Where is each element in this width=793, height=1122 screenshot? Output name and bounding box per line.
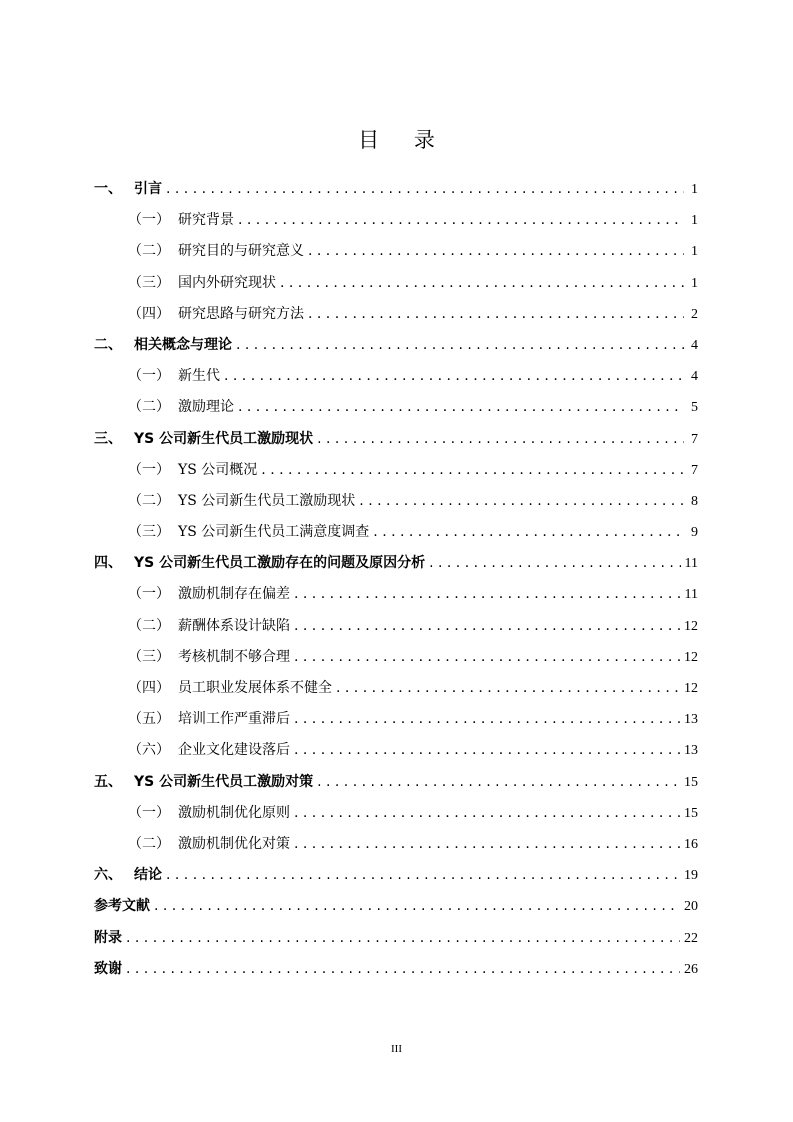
toc-entry[interactable] [94, 178, 698, 209]
toc-entry[interactable] [94, 583, 698, 614]
toc-entry-page: 7 [691, 462, 698, 478]
toc-entry-page: 4 [691, 337, 698, 353]
toc-entry-number: （三） [128, 648, 170, 665]
toc-entry-label: 薪酬体系设计缺陷 [178, 617, 290, 634]
toc-entry-page: 12 [684, 681, 698, 696]
toc-entry-number: 二、 [94, 336, 122, 353]
toc-entry[interactable] [94, 334, 698, 365]
toc-entry-page: 11 [684, 556, 698, 572]
dot-leader [429, 555, 680, 571]
toc-entry[interactable] [94, 365, 698, 396]
toc-entry-label: YS 公司新生代员工激励对策 [134, 773, 314, 790]
toc-entry-label: YS 公司新生代员工激励现状 [178, 492, 356, 509]
toc-entry-number: 三、 [94, 430, 122, 447]
toc-entry-page: 5 [691, 400, 698, 416]
toc-entry-page: 1 [691, 275, 698, 291]
toc-entry-number: （六） [128, 742, 170, 759]
toc-entry-label: 结论 [134, 867, 162, 884]
toc-entry-label: 新生代 [178, 368, 220, 385]
toc-entry-page: 15 [684, 774, 698, 790]
dot-leader [294, 586, 681, 602]
toc-entry-label: 考核机制不够合理 [178, 648, 290, 665]
toc-entry-number: （二） [128, 399, 170, 416]
toc-entry[interactable] [94, 615, 698, 646]
toc-entry[interactable] [94, 552, 698, 583]
dot-leader [126, 930, 680, 946]
toc-entry-number: （一） [128, 461, 170, 478]
toc-entry-page: 1 [691, 244, 698, 260]
toc-entry-page: 22 [684, 930, 698, 946]
toc-entry[interactable] [94, 677, 698, 708]
toc-entry[interactable] [94, 490, 698, 521]
toc-entry-label: 激励理论 [178, 399, 234, 416]
dot-leader [166, 867, 680, 883]
toc-entry-number: （一） [128, 368, 170, 385]
toc-entry-label: YS 公司新生代员工激励存在的问题及原因分析 [134, 555, 426, 572]
toc-entry[interactable] [94, 459, 698, 490]
dot-leader [308, 306, 684, 322]
dot-leader [236, 337, 684, 353]
toc-entry-page: 12 [684, 649, 698, 665]
toc-entry[interactable] [94, 209, 698, 240]
toc-entry-page: 15 [684, 805, 698, 821]
dot-leader [280, 275, 684, 291]
toc-entry-label: 研究思路与研究方法 [178, 305, 304, 322]
toc-entry-number: （三） [128, 524, 170, 541]
toc-entry-page: 8 [691, 493, 698, 509]
dot-leader [238, 212, 684, 228]
toc-entry[interactable] [94, 739, 698, 770]
dot-leader [294, 711, 680, 727]
toc-entry-label: 激励机制存在偏差 [178, 586, 290, 603]
toc-entry-number: （一） [128, 804, 170, 821]
toc-entry-page: 20 [684, 899, 698, 915]
toc-entry-label: 培训工作严重滞后 [178, 711, 290, 728]
dot-leader [166, 181, 684, 197]
dot-leader [336, 680, 680, 696]
toc-entry-page: 1 [691, 213, 698, 229]
toc-entry-number: （三） [128, 274, 170, 291]
toc-entry-label: 引言 [134, 181, 162, 197]
toc-entry-number: （四） [128, 680, 170, 696]
dot-leader [126, 961, 680, 977]
toc-entry-label: 研究背景 [178, 212, 234, 229]
toc-entry-label: 参考文献 [94, 898, 150, 915]
toc-entry-page: 26 [684, 961, 698, 977]
toc-entry-label: YS 公司新生代员工激励现状 [134, 430, 314, 447]
toc-entry-number: （一） [128, 212, 170, 229]
toc-entry-number: （五） [128, 711, 170, 728]
toc-entry-number: 四、 [94, 555, 122, 572]
toc-entry-number: （二） [128, 617, 170, 634]
toc-entry-label: 致谢 [94, 960, 122, 977]
toc-entry[interactable] [94, 708, 698, 739]
table-of-contents [94, 178, 698, 989]
toc-entry-number: 六、 [94, 867, 122, 884]
toc-entry-page: 13 [684, 712, 698, 728]
toc-entry-page: 9 [691, 525, 698, 541]
toc-entry-number: （二） [128, 243, 170, 260]
toc-entry-page: 12 [684, 618, 698, 634]
toc-entry-page: 1 [691, 182, 698, 197]
toc-entry[interactable] [94, 802, 698, 833]
toc-entry[interactable] [94, 771, 698, 802]
toc-entry-label: 企业文化建设落后 [178, 742, 290, 759]
toc-entry[interactable] [94, 521, 698, 552]
dot-leader [294, 618, 680, 634]
toc-entry-number: 五、 [94, 773, 122, 790]
toc-entry-page: 2 [691, 306, 698, 322]
toc-entry-page: 13 [684, 743, 698, 759]
dot-leader [317, 431, 684, 447]
toc-entry-label: 附录 [94, 929, 122, 946]
toc-entry[interactable] [94, 646, 698, 677]
toc-entry-page: 16 [684, 836, 698, 852]
toc-entry-number: （二） [128, 492, 170, 509]
toc-entry-label: 相关概念与理论 [134, 336, 232, 353]
dot-leader [373, 524, 684, 540]
toc-entry[interactable] [94, 396, 698, 427]
dot-leader [261, 462, 684, 478]
toc-entry-label: 国内外研究现状 [178, 274, 276, 291]
toc-entry-page: 7 [691, 431, 698, 447]
page-number: III [391, 1043, 402, 1055]
toc-entry[interactable] [94, 272, 698, 303]
dot-leader [154, 898, 680, 914]
toc-entry-number: （四） [128, 305, 170, 322]
toc-entry[interactable] [94, 240, 698, 271]
page-title: 目 录 [358, 128, 449, 152]
toc-entry[interactable] [94, 428, 698, 459]
dot-leader [294, 649, 680, 665]
toc-entry-label: YS 公司概况 [178, 461, 258, 478]
toc-entry-label: 激励机制优化对策 [178, 835, 290, 852]
toc-entry-label: YS 公司新生代员工满意度调查 [178, 524, 370, 541]
dot-leader [317, 774, 680, 790]
dot-leader [308, 243, 684, 259]
dot-leader [294, 742, 680, 758]
dot-leader [238, 399, 684, 415]
toc-entry[interactable] [94, 833, 698, 864]
toc-entry-label: 研究目的与研究意义 [178, 243, 304, 260]
dot-leader [294, 836, 680, 852]
toc-entry-number: 一、 [94, 181, 122, 197]
toc-entry[interactable] [94, 895, 698, 926]
toc-entry[interactable] [94, 864, 698, 895]
toc-entry-number: （一） [128, 586, 170, 603]
toc-entry-page: 4 [691, 369, 698, 385]
toc-entry-page: 11 [684, 587, 698, 603]
toc-entry-page: 19 [684, 868, 698, 884]
toc-entry-label: 激励机制优化原则 [178, 804, 290, 821]
dot-leader [359, 493, 684, 509]
dot-leader [294, 805, 680, 821]
toc-entry[interactable] [94, 958, 698, 989]
toc-entry-number: （二） [128, 835, 170, 852]
toc-entry[interactable] [94, 927, 698, 958]
dot-leader [224, 368, 684, 384]
toc-entry[interactable] [94, 303, 698, 334]
toc-entry-label: 员工职业发展体系不健全 [178, 680, 332, 696]
